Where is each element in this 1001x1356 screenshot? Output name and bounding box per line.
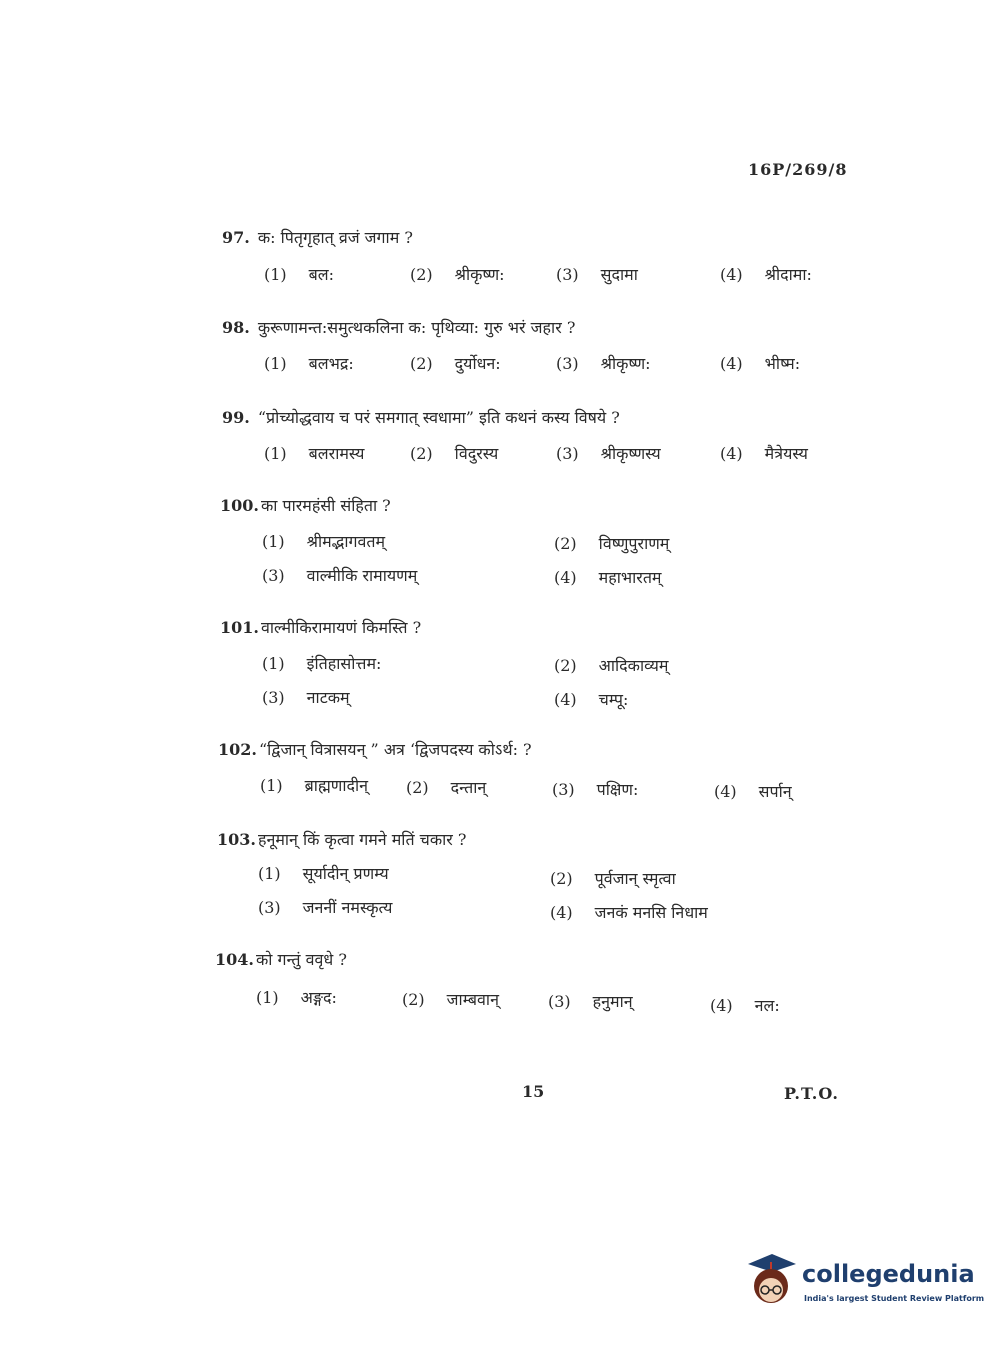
question-number: 101.: [220, 618, 259, 637]
question-97: [222, 226, 413, 248]
option-98-2: (2) दुर्योधन:: [410, 354, 501, 373]
option-103-1: (1) सूर्यादीन् प्रणम्य: [258, 864, 389, 883]
option-98-4: (4) भीष्म:: [720, 354, 801, 373]
option-103-4: (4) जनकं मनसि निधाम: [550, 903, 708, 922]
option-97-4: (4) श्रीदामा:: [720, 265, 812, 284]
option-100-4: (4) महाभारतम्: [554, 568, 662, 587]
option-103-2: (2) पूर्वजान् स्मृत्वा: [550, 869, 676, 888]
question-102: [218, 738, 532, 760]
option-100-1: (1) श्रीमद्भागवतम्: [262, 532, 386, 551]
question-number: 97.: [222, 228, 250, 247]
option-99-2: (2) विदुरस्य: [410, 444, 499, 463]
option-103-3: (3) जननीं नमस्कृत्य: [258, 898, 393, 917]
option-99-3: (3) श्रीकृष्णस्य: [556, 444, 661, 463]
option-97-1: (1) बल:: [264, 265, 335, 284]
question-number: 103.: [217, 830, 256, 849]
option-101-2: (2) आदिकाव्यम्: [554, 656, 669, 675]
question-99: [222, 406, 620, 428]
question-number: 100.: [220, 496, 259, 515]
option-97-3: (3) सुदामा: [556, 265, 638, 284]
question-101: [220, 616, 421, 638]
question-text: को गन्तुं ववृधे ?: [255, 950, 347, 969]
question-text: हनूमान् किं कृत्वा गमने मतिं चकार ?: [257, 830, 467, 849]
option-99-1: (1) बलरामस्य: [264, 444, 365, 463]
page-code: 16P/269/8: [748, 160, 848, 179]
mascot-icon: [742, 1250, 800, 1310]
option-98-1: (1) बलभद्र:: [264, 354, 354, 373]
option-104-1: (1) अङ्गद:: [256, 988, 337, 1007]
option-101-1: (1) इंतिहासोत्तम:: [262, 654, 382, 673]
option-98-3: (3) श्रीकृष्ण:: [556, 354, 651, 373]
option-104-2: (2) जाम्बवान्: [402, 990, 499, 1009]
page-number: 15: [522, 1082, 545, 1101]
question-104: [215, 948, 347, 970]
option-104-4: (4) नल:: [710, 996, 780, 1015]
option-104-3: (3) हनुमान्: [548, 992, 633, 1011]
collegedunia-watermark: [742, 1250, 985, 1314]
question-number: 98.: [222, 318, 250, 337]
question-100: [220, 494, 391, 516]
option-101-3: (3) नाटकम्: [262, 688, 350, 707]
question-number: 104.: [215, 950, 254, 969]
option-102-3: (3) पक्षिण:: [552, 780, 639, 799]
pto-label: P.T.O.: [784, 1084, 839, 1103]
question-text: “प्रोच्योद्धवाय च परं समगात् स्वधामा” इति कथनं कस्य विषये ?: [257, 408, 620, 427]
question-number: 99.: [222, 408, 250, 427]
option-97-2: (2) श्रीकृष्ण:: [410, 265, 505, 284]
option-102-4: (4) सर्पान्: [714, 782, 792, 801]
option-100-3: (3) वाल्मीकि रामायणम्: [262, 566, 418, 585]
option-102-2: (2) दन्तान्: [406, 778, 487, 797]
brand-tagline: India's largest Student Review Platform: [804, 1294, 985, 1303]
question-text: क: पितृगृहात् व्रजं जगाम ?: [257, 228, 413, 247]
question-text: कुरूणामन्त:समुत्थकलिना क: पृथिव्या: गुरु भरं जहार ?: [257, 318, 576, 337]
question-text: वाल्मीकिरामायणं किमस्ति ?: [260, 618, 422, 637]
option-99-4: (4) मैत्रेयस्य: [720, 444, 808, 463]
question-number: 102.: [218, 740, 257, 759]
brand-name: collegedunia: [802, 1260, 975, 1288]
question-text: का पारमहंसी संहिता ?: [260, 496, 391, 515]
option-101-4: (4) चम्पू:: [554, 690, 629, 709]
question-text: “द्विजान् वित्रासयन् ” अत्र ‘द्विजपदस्य कोऽर्थ: ?: [258, 740, 532, 759]
option-100-2: (2) विष्णुपुराणम्: [554, 534, 670, 553]
question-103: [217, 828, 466, 850]
question-98: [222, 316, 575, 338]
option-102-1: (1) ब्राह्मणादीन्: [260, 776, 369, 795]
